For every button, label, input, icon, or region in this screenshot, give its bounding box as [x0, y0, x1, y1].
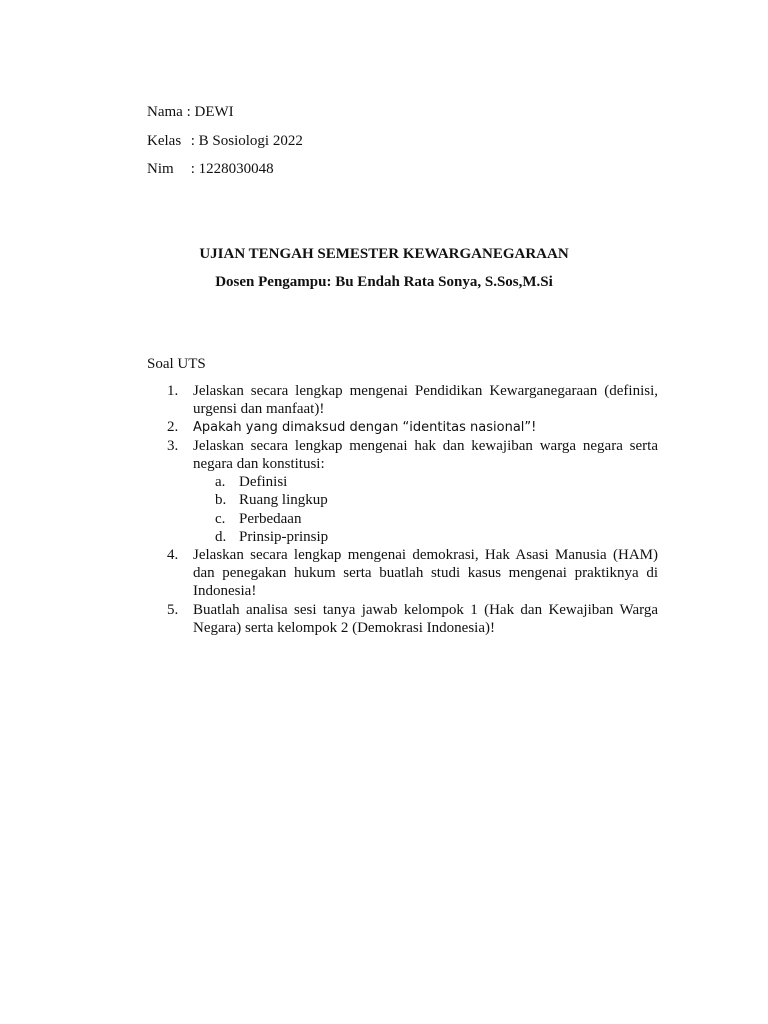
exam-title: UJIAN TENGAH SEMESTER KEWARGANEGARAAN [199, 246, 569, 262]
name-label: Nama [147, 104, 183, 120]
subitem-letter: c. [215, 511, 226, 527]
identity-nim [147, 160, 274, 179]
question-number: 4. [167, 547, 179, 563]
subitem-text: Perbedaan [239, 511, 302, 527]
question-text-line: Indonesia! [193, 583, 257, 599]
subitem-text: Ruang lingkup [239, 492, 328, 508]
question-text-line: dan penegakan hukum serta buatlah studi kasus mengenai praktiknya di [193, 565, 658, 581]
class-label: Kelas [147, 133, 182, 149]
question-number: 1. [167, 383, 179, 399]
name-value: : DEWI [186, 104, 234, 120]
subitem-letter: a. [215, 474, 226, 490]
lecturer-line: Dosen Pengampu: Bu Endah Rata Sonya, S.Sos,M.Si [215, 274, 553, 290]
identity-name [147, 103, 234, 122]
question-text-line: urgensi dan manfaat)! [193, 401, 325, 417]
question-number: 3. [167, 438, 179, 454]
question-text-line: Negara) serta kelompok 2 (Demokrasi Indonesia)! [193, 620, 495, 636]
question-text-line: Apakah yang dimaksud dengan “identitas nasional”! [193, 420, 537, 435]
question-number: 2. [167, 419, 179, 435]
nim-label: Nim [147, 161, 174, 177]
question-text-line: Jelaskan secara lengkap mengenai demokrasi, Hak Asasi Manusia (HAM) [193, 547, 658, 563]
question-text-line: Jelaskan secara lengkap mengenai Pendidikan Kewarganegaraan (definisi, [193, 383, 658, 399]
subitem-text: Prinsip-prinsip [239, 529, 329, 545]
question-text-line: negara dan konstitusi: [193, 456, 325, 472]
question-number: 5. [167, 602, 179, 618]
question-text-line: Buatlah analisa sesi tanya jawab kelompok 1 (Hak dan Kewajiban Warga [193, 602, 658, 618]
section-title: Soal UTS [147, 356, 206, 372]
question-text-line: Jelaskan secara lengkap mengenai hak dan kewajiban warga negara serta [193, 438, 658, 454]
identity-class [147, 132, 303, 151]
class-value: : B Sosiologi 2022 [190, 133, 303, 149]
subitem-letter: b. [215, 492, 227, 508]
nim-value: : 1228030048 [190, 161, 274, 177]
subitem-text: Definisi [239, 474, 288, 490]
subitem-letter: d. [215, 529, 227, 545]
